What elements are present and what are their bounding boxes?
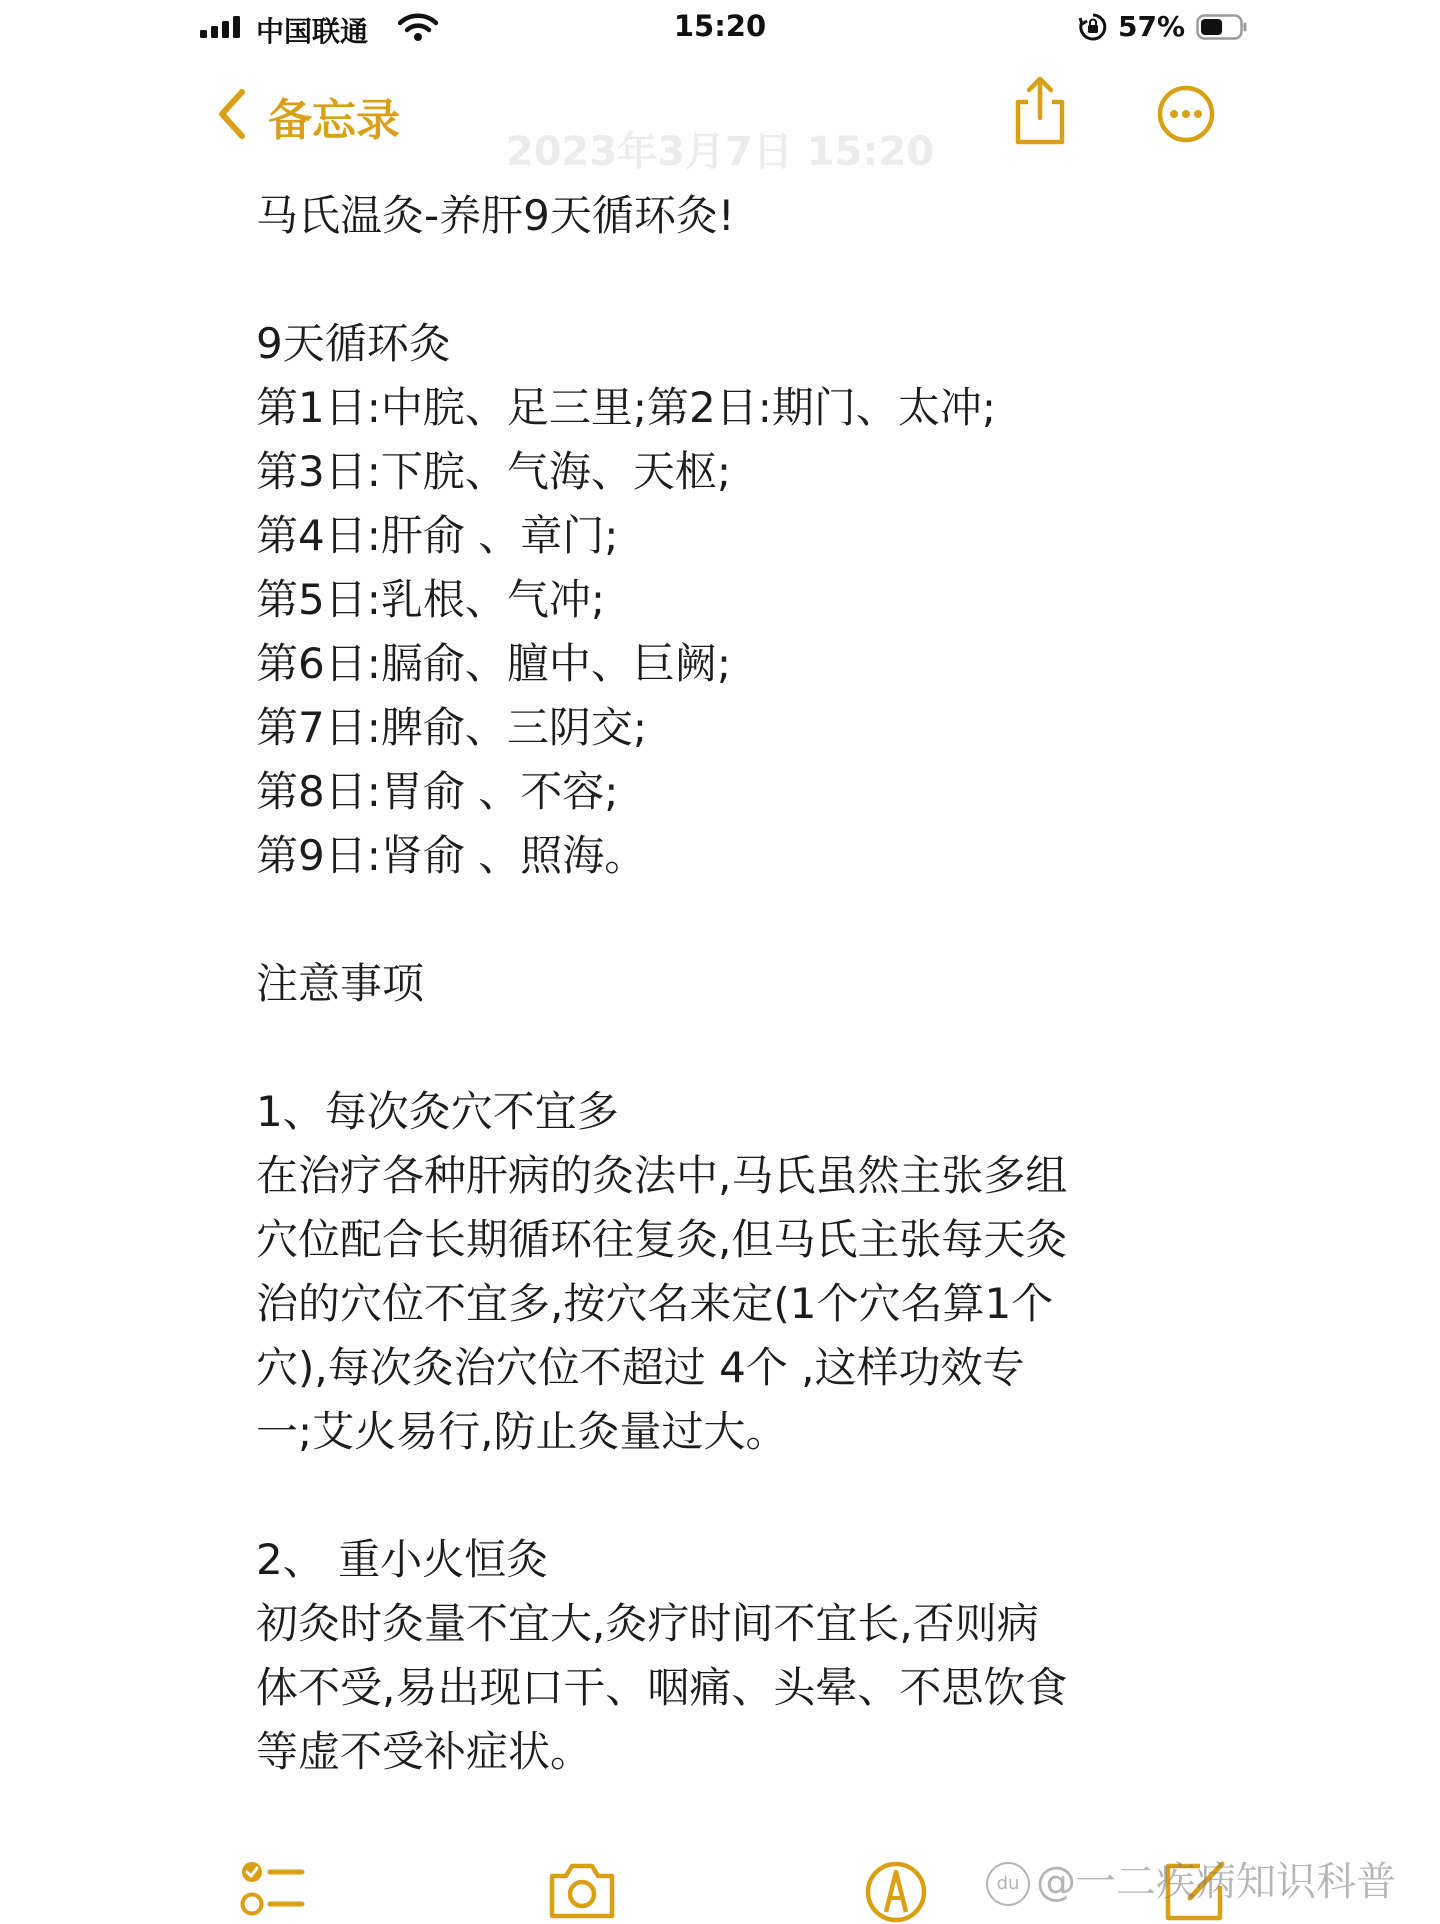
note-body[interactable]	[256, 184, 1196, 1784]
battery-percent: 57%	[1118, 10, 1186, 43]
paragraph-line: 穴),每次灸治穴位不超过 4个 ,这样功效专	[256, 1343, 1025, 1392]
du-badge-icon: du	[986, 1862, 1030, 1906]
camera-icon[interactable]	[546, 1856, 618, 1924]
day-line: 第9日:肾俞 、照海。	[256, 831, 647, 880]
item-heading: 1、每次灸穴不宜多	[256, 1087, 619, 1136]
back-button[interactable]: 备忘录	[268, 95, 400, 146]
markup-icon[interactable]	[860, 1856, 932, 1924]
status-time: 15:20	[673, 9, 767, 43]
section-heading: 注意事项	[256, 959, 425, 1008]
paragraph-line: 一;艾火易行,防止灸量过大。	[256, 1407, 788, 1456]
day-line: 第4日:肝俞 、章门;	[256, 511, 619, 560]
paragraph-line: 穴位配合长期循环往复灸,但马氏主张每天灸	[256, 1215, 1068, 1264]
wifi-icon	[398, 12, 438, 42]
paragraph-line: 等虚不受补症状。	[256, 1727, 593, 1776]
day-line: 第1日:中脘、足三里;第2日:期门、太冲;	[256, 383, 997, 432]
note-title: 马氏温灸-养肝9天循环灸!	[256, 191, 735, 240]
note-date: 2023年3月7日 15:20	[505, 129, 935, 175]
paragraph-line: 在治疗各种肝病的灸法中,马氏虽然主张多组	[256, 1151, 1068, 1200]
day-line: 第5日:乳根、气冲;	[256, 575, 606, 624]
carrier-name: 中国联通	[256, 15, 369, 48]
day-line: 第6日:膈俞、膻中、巨阙;	[256, 639, 732, 688]
cellular-signal-icon	[200, 16, 244, 38]
paragraph-line: 体不受,易出现口干、咽痛、头晕、不思饮食	[256, 1663, 1068, 1712]
watermark-text: @一二疾病知识科普	[1036, 1859, 1396, 1905]
day-line: 第8日:胃俞 、不容;	[256, 767, 619, 816]
battery-icon	[1196, 14, 1248, 40]
section-heading: 9天循环灸	[256, 319, 451, 368]
day-line: 第7日:脾俞、三阴交;	[256, 703, 648, 752]
paragraph-line: 初灸时灸量不宜大,灸疗时间不宜长,否则病	[256, 1599, 1039, 1648]
watermark	[986, 1850, 1396, 1907]
checklist-icon[interactable]	[236, 1856, 308, 1924]
paragraph-line: 治的穴位不宜多,按穴名来定(1个穴名算1个	[256, 1279, 1054, 1328]
day-line: 第3日:下脘、气海、天枢;	[256, 447, 732, 496]
status-bar	[0, 0, 1440, 56]
item-heading: 2、 重小火恒灸	[256, 1535, 549, 1584]
orientation-lock-icon	[1078, 12, 1108, 42]
